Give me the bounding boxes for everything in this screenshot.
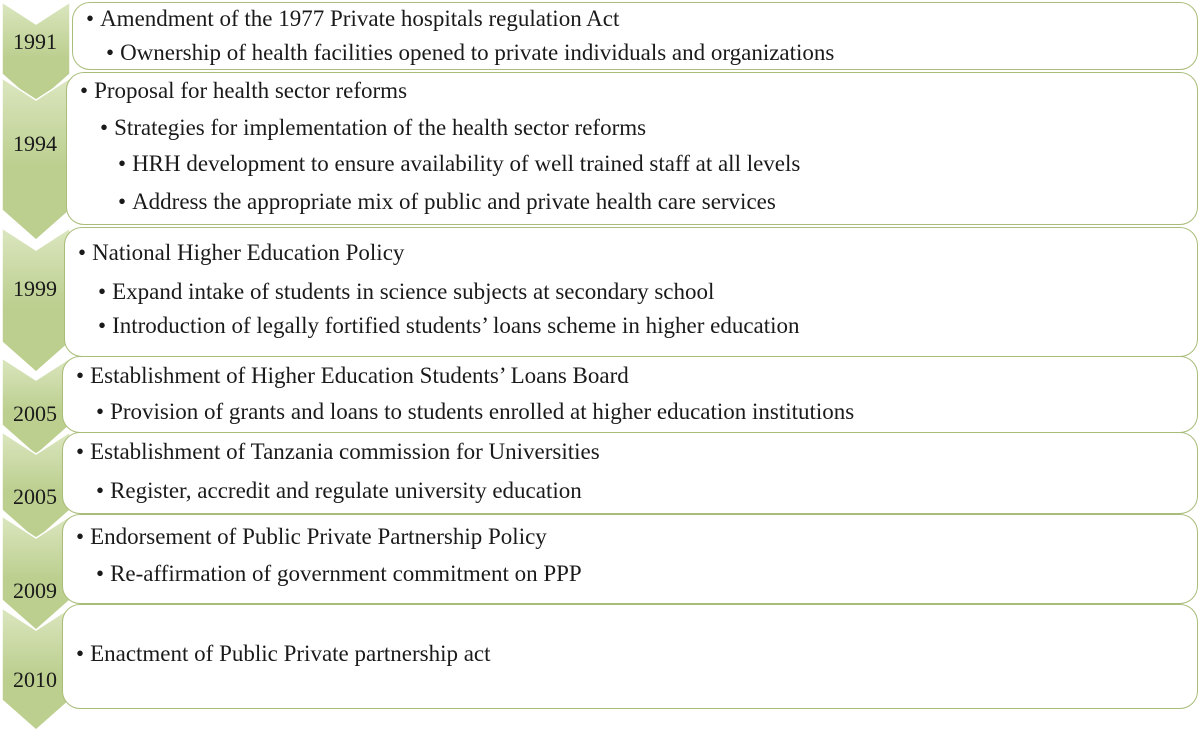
timeline-item-level-2: [98, 280, 714, 303]
item-text: Expand intake of students in science subjects at secondary school: [112, 279, 715, 304]
bullet-icon: •: [78, 240, 87, 265]
timeline-item-level-3: [118, 190, 776, 213]
timeline-item-level-2: [98, 314, 800, 337]
timeline-item-level-2: [96, 562, 582, 585]
item-text: Ownership of health facilities opened to private individuals and organizations: [120, 40, 835, 65]
bullet-icon: •: [96, 478, 105, 503]
timeline-item-level-1: [76, 525, 547, 548]
item-text: Address the appropriate mix of public and private health care services: [132, 189, 776, 214]
bullet-icon: •: [76, 439, 85, 464]
timeline-item-level-2: [96, 400, 854, 423]
bullet-icon: •: [100, 115, 109, 140]
timeline-item-level-1: [80, 79, 407, 102]
timeline-item-level-2: [106, 41, 834, 64]
item-text: Strategies for implementation of the health sector reforms: [114, 115, 647, 140]
year-label: 2010: [13, 667, 57, 692]
timeline-item-level-2: [96, 479, 582, 502]
year-label: 2005: [13, 401, 57, 426]
timeline-item-level-1: [86, 7, 619, 30]
year-label: 2009: [13, 578, 57, 603]
year-label: 1991: [13, 29, 57, 54]
item-text: HRH development to ensure availability of well trained staff at all levels: [132, 151, 801, 176]
bullet-icon: •: [96, 561, 105, 586]
bullet-icon: •: [76, 641, 85, 666]
bullet-icon: •: [86, 6, 95, 31]
item-text: Re-affirmation of government commitment on PPP: [110, 561, 582, 586]
item-text: Provision of grants and loans to students enrolled at higher education institutions: [110, 399, 855, 424]
item-text: Establishment of Higher Education Students’ Loans Board: [90, 363, 629, 388]
item-text: Proposal for health sector reforms: [94, 78, 408, 103]
item-text: Register, accredit and regulate university education: [110, 478, 582, 503]
timeline-item-level-2: [100, 116, 646, 139]
bullet-icon: •: [98, 313, 107, 338]
bullet-icon: •: [96, 399, 105, 424]
bullet-icon: •: [98, 279, 107, 304]
chevron-arrow-1994: [2, 78, 70, 240]
bullet-icon: •: [76, 363, 85, 388]
bullet-icon: •: [106, 40, 115, 65]
year-label: 2005: [13, 484, 57, 509]
bullet-icon: •: [76, 524, 85, 549]
timeline-item-level-1: [76, 642, 491, 665]
year-label: 1994: [13, 131, 57, 156]
item-text: National Higher Education Policy: [92, 240, 405, 265]
item-text: Introduction of legally fortified students’ loans scheme in higher education: [112, 313, 800, 338]
item-text: Establishment of Tanzania commission for Universities: [90, 439, 600, 464]
year-label: 1999: [13, 276, 57, 301]
item-text: Enactment of Public Private partnership act: [90, 641, 491, 666]
item-text: Amendment of the 1977 Private hospitals regulation Act: [100, 6, 620, 31]
timeline-item-level-1: [76, 440, 600, 463]
timeline-item-level-1: [78, 241, 404, 264]
item-text: Endorsement of Public Private Partnership Policy: [90, 524, 547, 549]
timeline-item-level-3: [118, 152, 800, 175]
bullet-icon: •: [80, 78, 89, 103]
bullet-icon: •: [118, 151, 127, 176]
bullet-icon: •: [118, 189, 127, 214]
timeline-item-level-1: [76, 364, 629, 387]
